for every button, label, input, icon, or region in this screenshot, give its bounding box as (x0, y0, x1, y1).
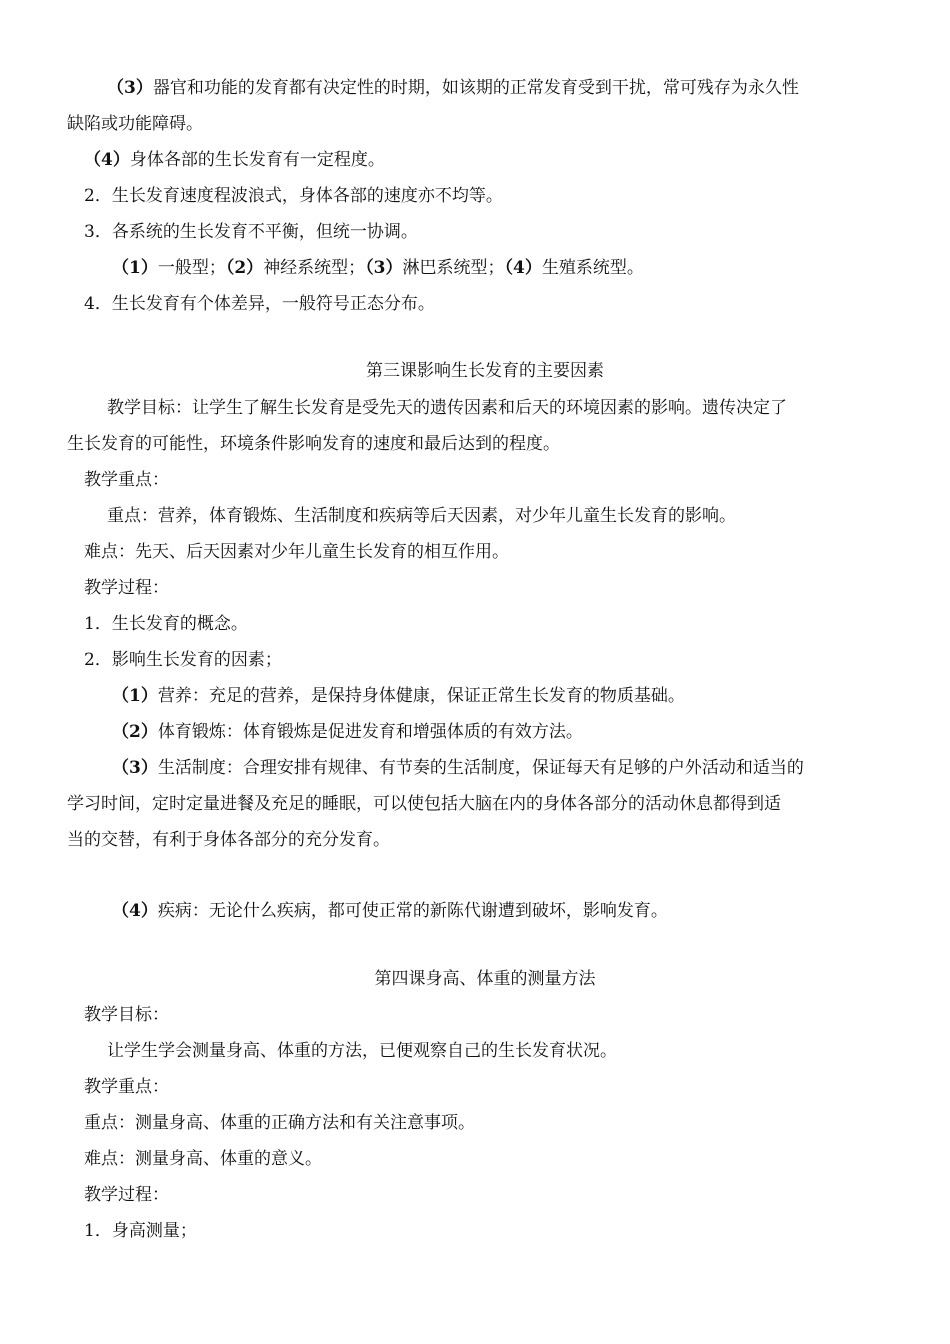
type-2-text: 神经系统型； (263, 258, 366, 278)
item4-line (84, 148, 385, 172)
type-3-text: 淋巴系统型； (402, 258, 505, 278)
lesson3-difficulty: 难点：先天、后天因素对少年儿童生长发育的相互作用。 (84, 542, 509, 562)
factor-3-text: 生活制度：合理安排有规律、有节奏的生活制度，保证每天有足够的户外活动和适当的 (157, 758, 804, 778)
lesson3-objective-line-2: 生长发育的可能性，环境条件影响发育的速度和最后达到的程度。 (67, 434, 560, 454)
system-types-line (112, 256, 644, 280)
factor-3-line-2: 学习时间，定时定量进餐及充足的睡眠，可以使包括大脑在内的身体各部分的活动休息都得到适 (67, 794, 781, 814)
factor-2-number: （2） (112, 722, 158, 742)
type-3-number: （3） (365, 258, 403, 278)
lesson3-key-heading: 教学重点： (84, 470, 169, 490)
point-4: 4．生长发育有个体差异，一般符号正态分布。 (84, 294, 435, 314)
lesson3-step-2: 2．影响生长发育的因素； (84, 650, 282, 670)
item4-number: （4） (84, 150, 130, 170)
type-1-number: （1） (112, 258, 158, 278)
factor-3-line-1 (112, 756, 804, 780)
factor-1 (112, 684, 685, 708)
factor-3-line-3: 当的交替，有利于身体各部分的充分发育。 (67, 830, 390, 850)
factor-3-number: （3） (112, 758, 158, 778)
factor-2 (112, 720, 583, 744)
item3-number: （3） (107, 78, 153, 98)
lesson4-objective-heading: 教学目标： (84, 1005, 169, 1025)
type-1-text: 一般型； (157, 258, 226, 278)
lesson3-objective-line-1: 教学目标：让学生了解生长发育是受先天的遗传因素和后天的环境因素的影响。遗传决定了 (107, 398, 787, 418)
lesson4-key-heading: 教学重点： (84, 1077, 169, 1097)
factor-1-number: （1） (112, 686, 158, 706)
lesson3-step-1: 1．生长发育的概念。 (84, 614, 248, 634)
lesson4-objective: 让学生学会测量身高、体重的方法，已便观察自己的生长发育状况。 (107, 1041, 617, 1061)
factor-4-number: （4） (112, 901, 158, 921)
factor-1-text: 营养：充足的营养，是保持身体健康，保证正常生长发育的物质基础。 (157, 686, 685, 706)
lesson4-title: 第四课身高、体重的测量方法 (374, 969, 596, 989)
factor-4 (112, 899, 668, 923)
lesson3-process-heading: 教学过程： (84, 578, 169, 598)
factor-4-text: 疾病：无论什么疾病，都可使正常的新陈代谢遭到破坏，影响发育。 (157, 901, 668, 921)
type-4-text: 生殖系统型。 (541, 258, 644, 278)
type-4-number: （4） (504, 258, 542, 278)
lesson4-process-heading: 教学过程： (84, 1185, 169, 1205)
item3-text: 器官和功能的发育都有决定性的时期，如该期的正常发育受到干扰，常可残存为永久性 (152, 78, 799, 98)
point-2: 2．生长发育速度程波浪式，身体各部的速度亦不均等。 (84, 186, 503, 206)
lesson4-key-point: 重点：测量身高、体重的正确方法和有关注意事项。 (84, 1113, 475, 1133)
lesson4-step-1: 1．身高测量； (84, 1221, 197, 1241)
factor-2-text: 体育锻炼：体育锻炼是促进发育和增强体质的有效方法。 (157, 722, 583, 742)
item3-line-1 (107, 76, 799, 100)
type-2-number: （2） (225, 258, 264, 278)
point-3: 3．各系统的生长发育不平衡，但统一协调。 (84, 222, 418, 242)
lesson4-difficulty: 难点：测量身高、体重的意义。 (84, 1149, 322, 1169)
lesson3-title: 第三课影响生长发育的主要因素 (366, 361, 604, 381)
item4-text: 身体各部的生长发育有一定程度。 (129, 150, 385, 170)
lesson3-key-point: 重点：营养，体育锻炼、生活制度和疾病等后天因素，对少年儿童生长发育的影响。 (107, 506, 736, 526)
item3-line-2: 缺陷或功能障碍。 (67, 114, 203, 134)
